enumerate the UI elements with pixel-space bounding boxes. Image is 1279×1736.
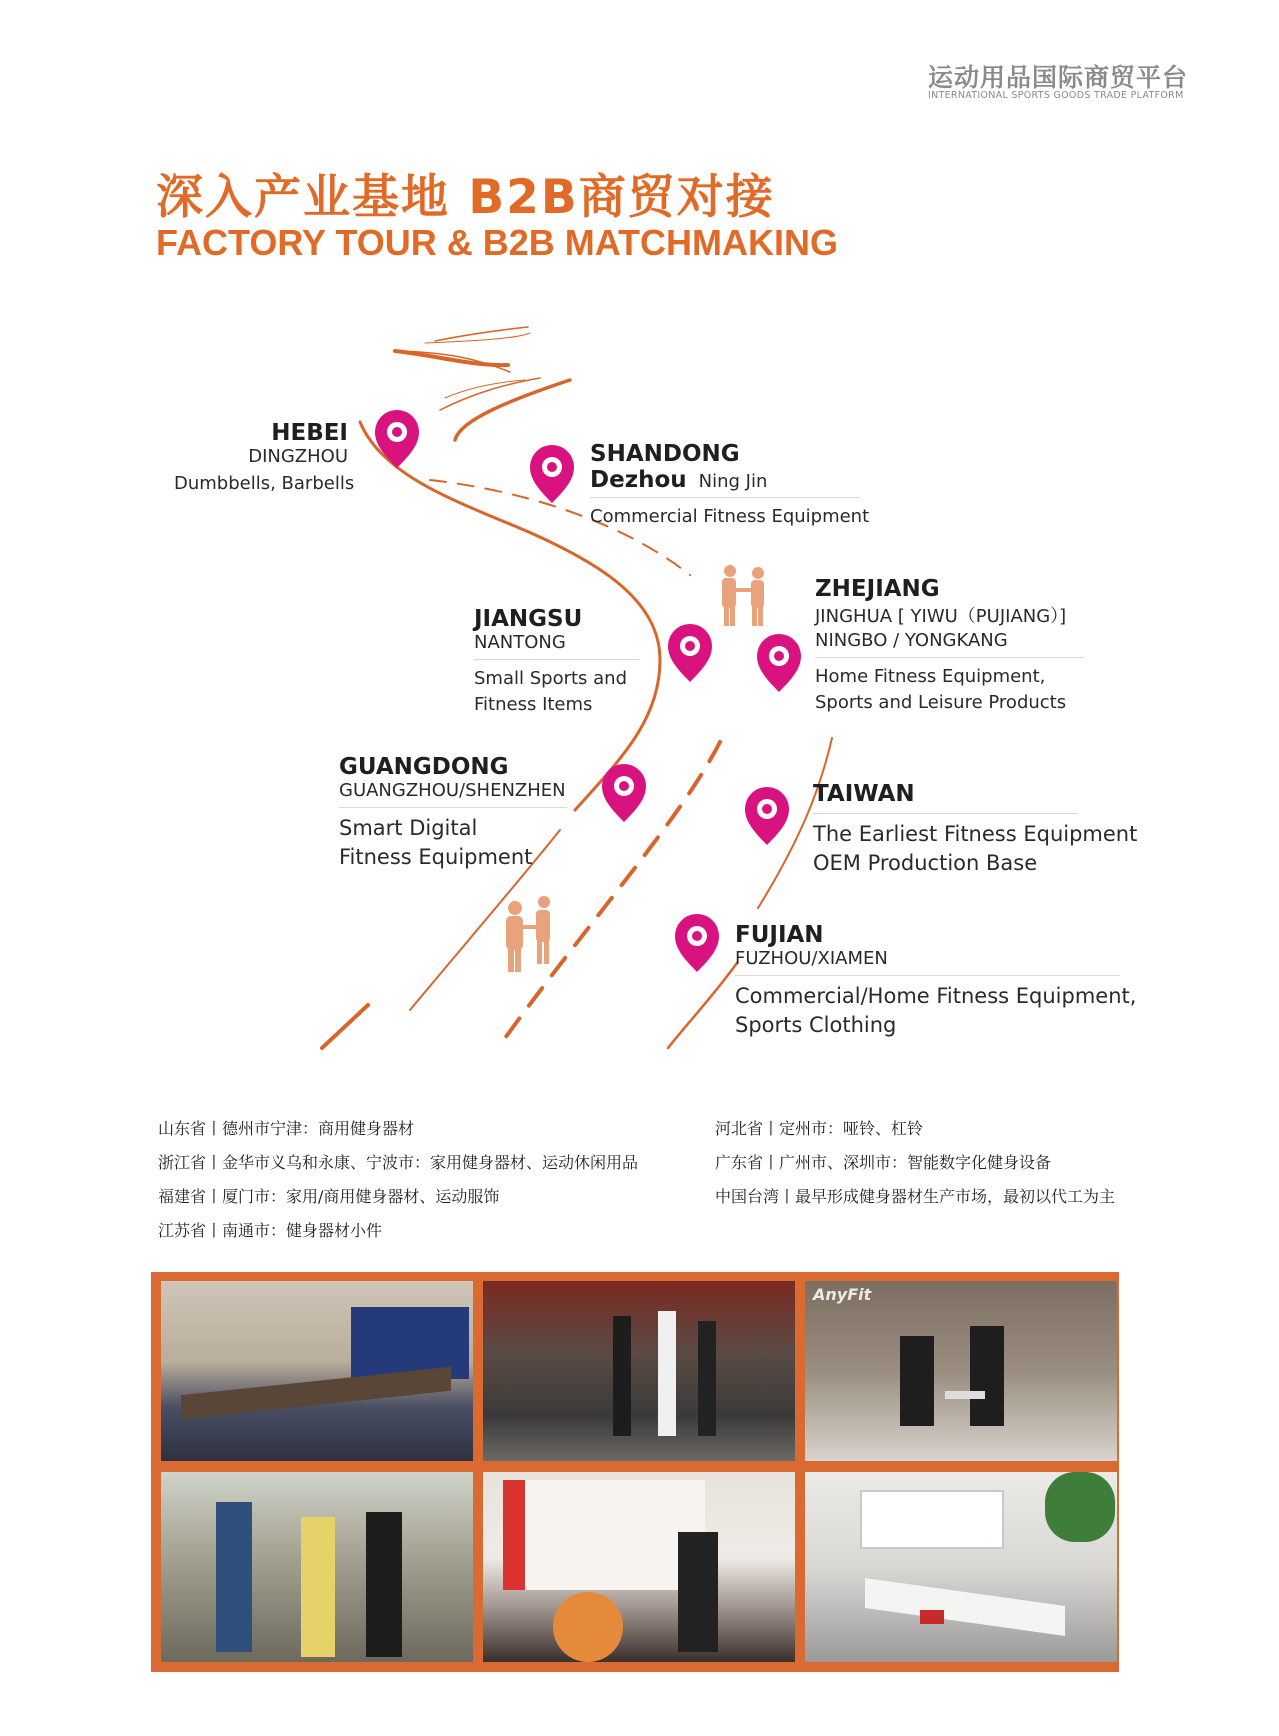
divider <box>339 807 567 808</box>
audience-figure <box>553 1592 623 1662</box>
photo-presentation <box>483 1472 795 1662</box>
person-figure <box>678 1532 718 1652</box>
region-desc: Smart Digital <box>339 816 478 840</box>
region-city: Dezhou <box>590 467 687 493</box>
person-figure <box>970 1326 1004 1426</box>
region-city: DINGZHOU <box>248 446 348 467</box>
region-taiwan <box>813 781 1137 878</box>
photo-conference-room <box>161 1281 473 1461</box>
region-desc: Sports and Leisure Products <box>815 692 1067 713</box>
page-title-cn: 深入产业基地 B2B商贸对接 <box>156 170 775 225</box>
meeting-table <box>865 1578 1065 1636</box>
map-pin-icon <box>745 787 789 845</box>
region-city: NANTONG <box>474 632 566 653</box>
region-name: JIANGSU <box>474 606 583 632</box>
region-name: FUJIAN <box>735 922 824 948</box>
anyfit-sign: AnyFit <box>813 1285 872 1304</box>
region-name: GUANGDONG <box>339 754 509 780</box>
region-city: JINGHUA [ YIWU（PUJIANG）] <box>815 606 1067 627</box>
photo-grid <box>151 1272 1119 1672</box>
divider <box>735 975 1120 976</box>
plant <box>1045 1472 1115 1542</box>
coffee-table <box>945 1391 985 1399</box>
map-pin-icon <box>757 634 801 692</box>
region-city: NINGBO / YONGKANG <box>815 630 1008 651</box>
region-desc: Fitness Equipment <box>339 845 533 869</box>
region-city-sub: Ning Jin <box>698 471 768 492</box>
cn-list-item: 中国台湾丨最早形成健身器材生产市场，最初以代工为主 <box>715 1187 1116 1206</box>
region-desc: Commercial/Home Fitness Equipment, <box>735 984 1137 1008</box>
cn-list-item: 山东省丨德州市宁津：商用健身器材 <box>158 1119 415 1138</box>
region-name: HEBEI <box>271 420 348 446</box>
region-fujian <box>735 922 1136 1040</box>
page-title-en: FACTORY TOUR & B2B MATCHMAKING <box>156 222 839 263</box>
whiteboard <box>860 1490 1004 1549</box>
divider <box>813 813 1078 814</box>
region-zhejiang <box>815 576 1085 716</box>
map-pin-icon <box>375 410 419 468</box>
presentation-slide <box>503 1480 705 1590</box>
region-desc: Small Sports and <box>474 668 627 689</box>
divider <box>474 659 639 660</box>
region-desc: Fitness Items <box>474 694 593 715</box>
photo-workshop-tour <box>161 1472 473 1662</box>
map-pin-icon <box>530 445 574 503</box>
map-pin-icon <box>602 764 646 822</box>
map-pin-icon <box>675 914 719 972</box>
brand-name-cn: 运动用品国际商贸平台 <box>928 63 1189 92</box>
map-pin-icon <box>668 624 712 682</box>
person-figure <box>900 1336 934 1426</box>
projection-screen <box>351 1307 469 1379</box>
cn-list-item: 广东省丨广州市、深圳市：智能数字化健身设备 <box>715 1153 1052 1172</box>
divider <box>590 497 860 498</box>
photo-factory-visit <box>483 1281 795 1461</box>
cn-list-item: 福建省丨厦门市：家用/商用健身器材、运动服饰 <box>158 1187 500 1206</box>
person-figure <box>216 1502 252 1652</box>
handshake-figures-bottom <box>506 896 550 972</box>
person-figure <box>698 1321 716 1436</box>
person-figure <box>301 1517 335 1657</box>
cn-list-item: 河北省丨定州市：哑铃、杠铃 <box>715 1119 924 1138</box>
brand-name-en: INTERNATIONAL SPORTS GOODS TRADE PLATFORM <box>928 90 1184 101</box>
divider <box>815 657 1085 658</box>
region-guangdong <box>339 754 567 872</box>
region-name: SHANDONG <box>590 441 740 467</box>
region-desc: Commercial Fitness Equipment <box>590 506 870 527</box>
table-item <box>920 1610 944 1624</box>
person-figure <box>658 1311 676 1436</box>
region-desc: OEM Production Base <box>813 851 1038 875</box>
region-desc: Home Fitness Equipment, <box>815 666 1046 687</box>
region-hebei <box>174 420 355 497</box>
region-name: ZHEJIANG <box>815 576 940 602</box>
person-figure <box>613 1316 631 1436</box>
region-city: GUANGZHOU/SHENZHEN <box>339 780 566 801</box>
region-city: FUZHOU/XIAMEN <box>735 948 888 969</box>
handshake-figures-top <box>722 565 764 626</box>
region-shandong <box>590 441 869 530</box>
region-jiangsu <box>474 606 639 718</box>
region-name: TAIWAN <box>813 781 915 807</box>
photo-showroom-meeting <box>805 1281 1117 1461</box>
cn-list-item: 浙江省丨金华市义乌和永康、宁波市：家用健身器材、运动休闲用品 <box>158 1153 639 1172</box>
region-desc: Dumbbells, Barbells <box>174 473 355 494</box>
person-figure <box>366 1512 402 1657</box>
cn-list-item: 江苏省丨南通市：健身器材小件 <box>158 1221 383 1240</box>
meeting-table <box>181 1367 451 1419</box>
region-desc: The Earliest Fitness Equipment <box>813 822 1138 846</box>
region-desc: Sports Clothing <box>735 1013 897 1037</box>
photo-b2b-meeting <box>805 1472 1117 1662</box>
